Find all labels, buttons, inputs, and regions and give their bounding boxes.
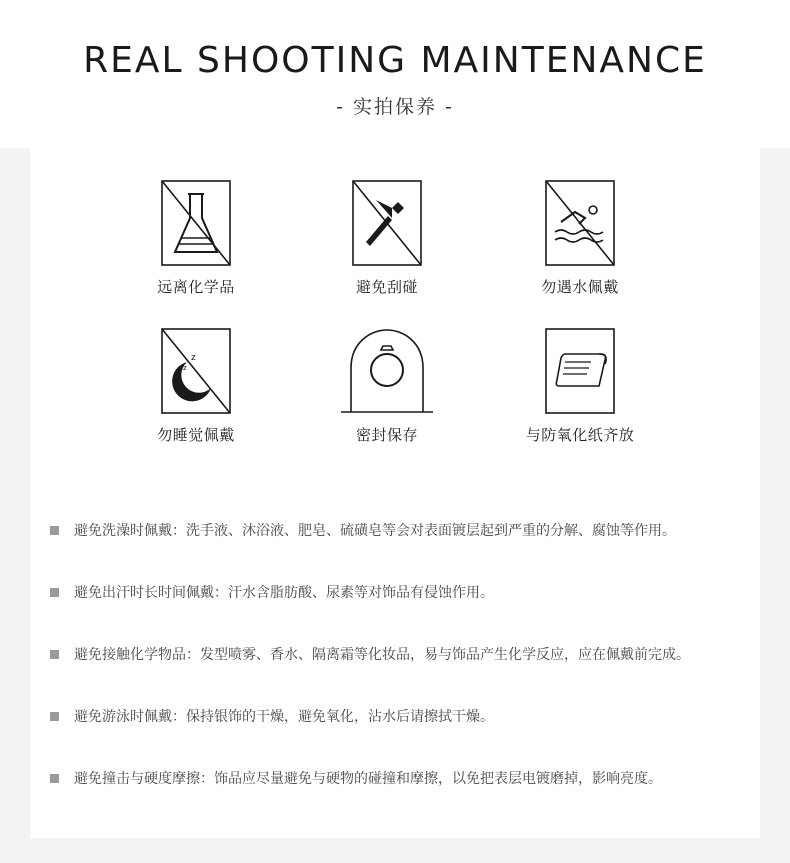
icon-item-chemicals <box>96 180 296 297</box>
note-text: 避免接触化学物品：发型喷雾、香水、隔离霜等化妆品，易与饰品产生化学反应，应在佩戴前完成。 <box>74 647 690 663</box>
square-bullet-icon <box>50 650 59 659</box>
icon-label: 远离化学品 <box>157 278 235 296</box>
icon-label: 与防氧化纸齐放 <box>525 426 635 444</box>
square-bullet-icon <box>50 712 59 721</box>
square-bullet-icon <box>50 526 59 535</box>
sealed-ring-icon <box>337 328 437 414</box>
icon-label: 勿遇水佩戴 <box>541 278 619 296</box>
svg-text:z: z <box>191 353 196 363</box>
no-swimming-icon <box>545 180 615 266</box>
page-subtitle: - 实拍保养 - <box>336 96 454 118</box>
icon-label: 避免刮碰 <box>355 278 418 296</box>
icon-item-paper <box>480 328 680 445</box>
page-title: REAL SHOOTING MAINTENANCE <box>83 40 707 81</box>
maintenance-card <box>30 148 760 838</box>
no-chemicals-icon <box>161 180 231 266</box>
icon-item-sleep <box>96 328 296 445</box>
note-text: 避免洗澡时佩戴：洗手液、沐浴液、肥皂、硫磺皂等会对表面镀层起到严重的分解、腐蚀等作用。 <box>74 523 676 539</box>
svg-text:z: z <box>183 364 187 372</box>
page-header <box>0 0 790 148</box>
icon-label: 密封保存 <box>355 426 418 444</box>
icon-item-water <box>480 180 680 297</box>
anti-oxidation-paper-icon <box>545 328 615 414</box>
no-sleeping-icon <box>161 328 231 414</box>
note-text: 避免出汗时长时间佩戴：汗水含脂肪酸、尿素等对饰品有侵蚀作用。 <box>74 585 494 601</box>
icon-label: 勿睡觉佩戴 <box>157 426 235 444</box>
icon-item-sealed <box>287 328 487 445</box>
no-hammer-icon <box>352 180 422 266</box>
square-bullet-icon <box>50 588 59 597</box>
square-bullet-icon <box>50 774 59 783</box>
note-text: 避免撞击与硬度摩擦：饰品应尽量避免与硬物的碰撞和摩擦，以免把表层电镀磨掉，影响亮度。 <box>74 771 662 787</box>
icon-item-scratch <box>287 180 487 297</box>
note-text: 避免游泳时佩戴：保持银饰的干燥，避免氧化，沾水后请擦拭干燥。 <box>74 709 494 725</box>
